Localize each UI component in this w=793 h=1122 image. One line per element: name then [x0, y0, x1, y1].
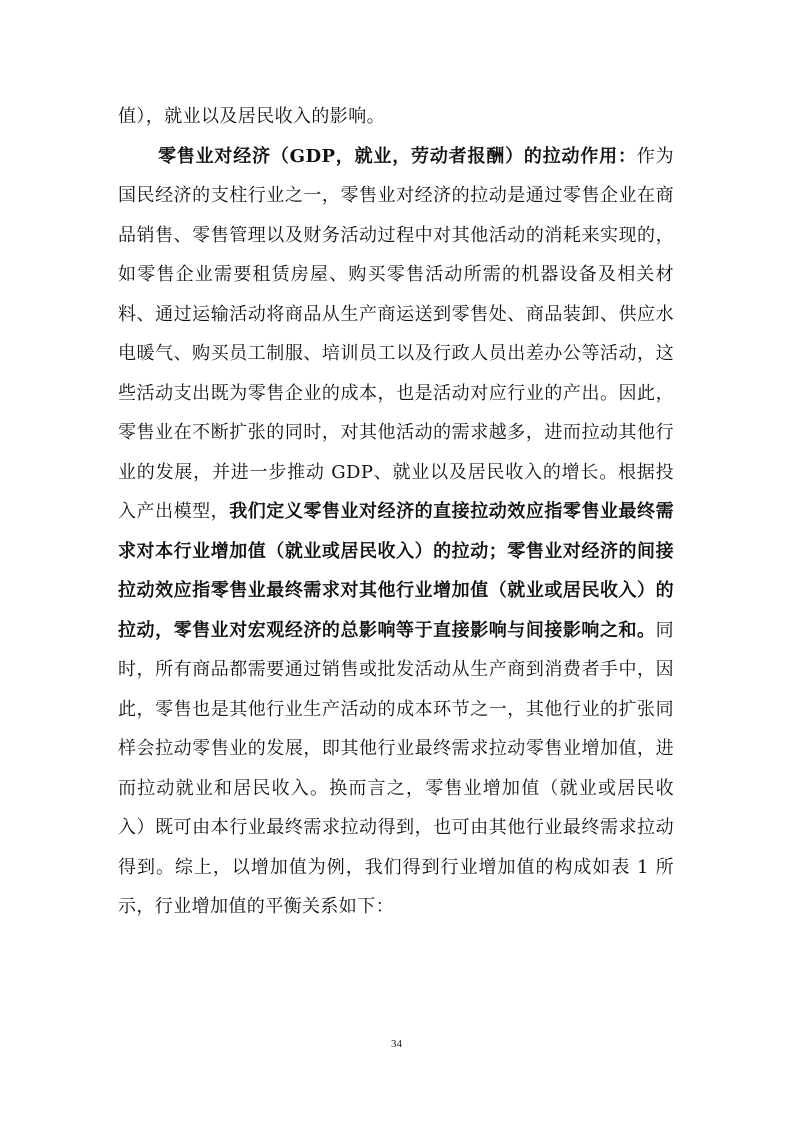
body-text: [118, 97, 674, 927]
page-number: 34: [391, 1038, 402, 1050]
bold-definition-text: 我们定义零售业对经济的直接拉动效应指零售业最终需求对本行业增加值（就业或居民收入）的拉动；零售业对经济的间接拉动效应指零售业最终需求对其他行业增加值（就业或居民收入）的拉动，零售业对宏观经济的总影响等于直接影响与间接影响之和。: [118, 501, 674, 641]
paragraph-body-text: 作为国民经济的支柱行业之一，零售业对经济的拉动是通过零售企业在商品销售、零售管理以及财务活动过程中对其他活动的消耗来实现的，如零售企业需要租赁房屋、购买零售活动所需的机器设备及相关材料、通过运输活动将商品从生产商运送到零售处、商品装卸、供应水电暖气、购买员工制服、培训员工以及行政人员出差办公等活动，这些活动支出既为零售企业的成本，也是活动对应行业的产出。因此，零售业在不断扩张的同时，对其他活动的需求越多，进而拉动其他行业的发展，并进一步推动 GDP、就业以及居民收入的增长。根据投入产出模型，: [118, 145, 674, 522]
paragraph-continuation: 值），就业以及居民收入的影响。: [118, 106, 385, 127]
paragraph-body-text-continued: 同时，所有商品都需要通过销售或批发活动从生产商到消费者手中，因此，零售也是其他行业生产活动的成本环节之一，其他行业的扩张同样会拉动零售业的发展，即其他行业最终需求拉动零售业增加值，进而拉动就业和居民收入。换而言之，零售业增加值（就业或居民收入）既可由本行业最终需求拉动得到，也可由其他行业最终需求拉动得到。综上，以增加值为例，我们得到行业增加值的构成如表 1 所示，行业增加值的平衡关系如下：: [118, 619, 674, 917]
paragraph-heading: 零售业对经济（GDP，就业，劳动者报酬）的拉动作用：: [158, 145, 637, 167]
paragraph-retail-economic-pull: [118, 137, 674, 927]
